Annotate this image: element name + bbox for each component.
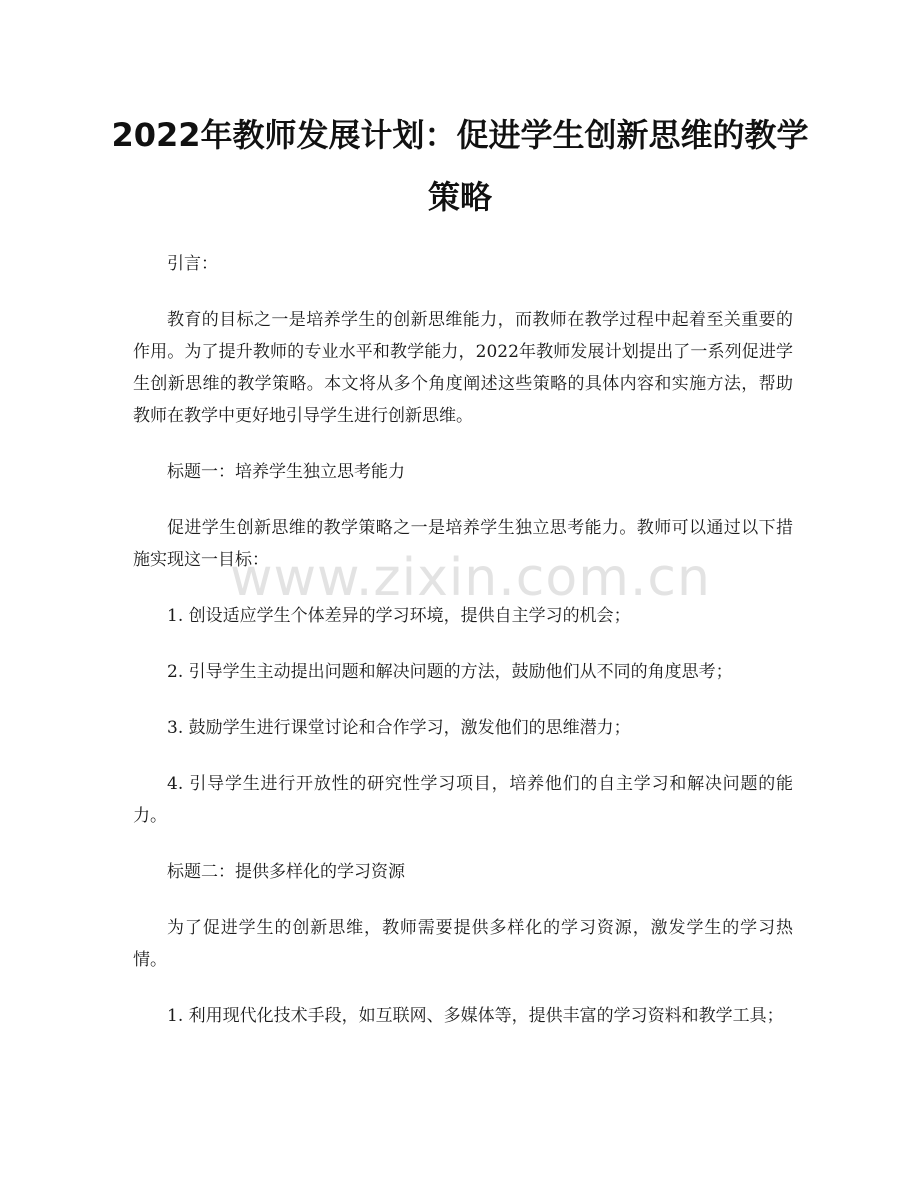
section-heading-1: 标题一：培养学生独立思考能力: [167, 462, 405, 482]
document-body: [133, 248, 793, 1056]
document-title: 2022年教师发展计划：促进学生创新思维的教学策略: [111, 116, 809, 216]
section-1-paragraph: 促进学生创新思维的教学策略之一是培养学生独立思考能力。教师可以通过以下措施实现这一目标：: [133, 518, 793, 570]
section-2-paragraph: 为了促进学生的创新思维，教师需要提供多样化的学习资源，激发学生的学习热情。: [133, 918, 793, 970]
intro-label: 引言：: [167, 254, 218, 274]
intro-paragraph: 教育的目标之一是培养学生的创新思维能力，而教师在教学过程中起着至关重要的作用。为了提升教师的专业水平和教学能力，2022年教师发展计划提出了一系列促进学生创新思维的教学策略。本文将从多个角度阐述这些策略的具体内容和实施方法，帮助教师在教学中更好地引导学生进行创新思维。: [133, 310, 793, 426]
list-item: 1. 利用现代化技术手段，如互联网、多媒体等，提供丰富的学习资料和教学工具；: [167, 1006, 784, 1026]
watermark-text: www.zixin.com.cn: [230, 548, 711, 608]
list-item: 3. 鼓励学生进行课堂讨论和合作学习，激发他们的思维潜力；: [167, 718, 631, 738]
section-heading-2: 标题二：提供多样化的学习资源: [167, 862, 405, 882]
list-item: 2. 引导学生主动提出问题和解决问题的方法，鼓励他们从不同的角度思考；: [167, 662, 733, 682]
list-item: 1. 创设适应学生个体差异的学习环境，提供自主学习的机会；: [167, 606, 631, 626]
list-item: 4. 引导学生进行开放性的研究性学习项目，培养他们的自主学习和解决问题的能力。: [133, 774, 793, 826]
